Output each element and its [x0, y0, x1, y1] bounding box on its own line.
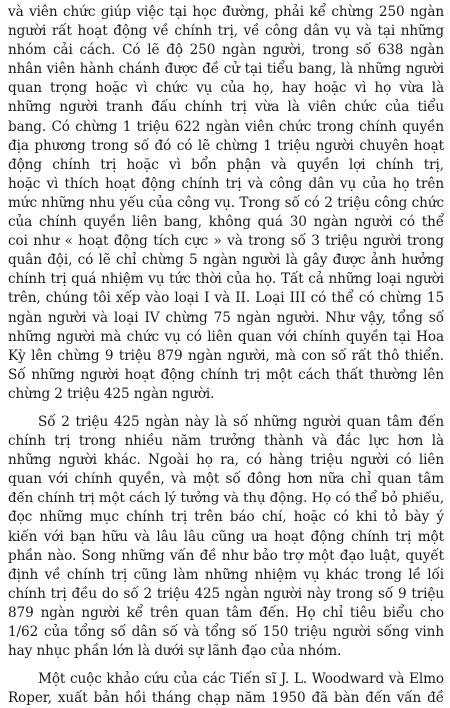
text-line: nhân viên hành chánh được đề cử tại tiểu bang, là những người	[8, 61, 444, 78]
text-line: những người khác. Ngoài họ ra, có hàng triệu người có liên	[8, 452, 444, 469]
text-line: hay nhục phần lớn là dưới sự lãnh đạo của nhóm.	[8, 643, 342, 660]
text-line: quan trọng hoặc vì chức vụ của họ, hay hoặc vì họ vừa là	[8, 80, 444, 97]
text-line: trên, chúng tôi xếp vào loại I và II. Loại III có thể có chừng 15	[8, 290, 444, 307]
text-line: chính trị đều do số 2 triệu 425 ngàn người này trong số 9 triệu	[8, 585, 444, 602]
paragraph-3-body	[8, 689, 444, 708]
text-line: chừng 2 triệu 425 ngàn người.	[8, 385, 215, 402]
text-line: coi như « hoạt động tích cực » và trong số 3 triệu người trong	[8, 233, 444, 250]
text-line: mức những nhu yếu của công vụ. Trong số có 2 triệu công chức	[8, 194, 444, 211]
text-line: phần nào. Song những vấn đề như bảo trợ một đạo luật, quyết	[8, 547, 444, 564]
paragraph-3	[8, 670, 444, 689]
text-line: quan với chính quyền, và một số đông hơn nữa chỉ quan tâm	[8, 471, 444, 488]
text-line: chính trị trong nhiều năm trưởng thành và đắc lực hơn là	[8, 433, 444, 450]
text-line: những người tranh đấu chính trị vừa là viên chức của tiểu	[8, 99, 444, 116]
text-line: Số 2 triệu 425 ngàn này là số những người quan tâm đến	[38, 413, 444, 430]
text-line: và viên chức giúp việc tại học đường, phải kể chừng 250 ngàn	[8, 4, 444, 20]
text-line: bang. Có chừng 1 triệu 622 ngàn viên chức trong chính quyền	[8, 118, 444, 135]
text-line: Kỳ lên chừng 9 triệu 879 ngàn người, mà con số rất thô thiển.	[8, 347, 444, 364]
text-line: chính trị quá nhiệm vụ tức thời của họ. Tất cả những loại người	[8, 271, 444, 288]
text-line: Một cuộc khảo cứu của các Tiến sĩ J. L. Woodward và Elmo	[38, 671, 444, 688]
text-line: kiến với bạn hữu và lâu lâu cũng ưa hoạt động chính trị một	[8, 528, 444, 545]
paragraph-2	[8, 413, 444, 432]
text-line: người rất hoạt động về chính trị, về công dân vụ và tại những	[8, 23, 444, 40]
text-line: hoặc vì thích hoạt động chính trị và công dân vụ của họ trên	[8, 175, 444, 192]
text-line: đọc những mục chính trị trên báo chí, hoặc có khi tỏ bày ý	[8, 509, 444, 526]
text-line: đến chính trị một cách lý tưởng và thụ động. Họ có thể bỏ phiếu,	[8, 491, 444, 507]
text-line: ngàn người và loại IV chừng 75 ngàn người. Như vậy, tổng số	[8, 309, 444, 326]
text-line: địa phương trong số đó có lẽ chừng 1 triệu người chuyên hoạt	[8, 137, 444, 154]
text-line: những người mà chức vụ có liên quan với chính quyền tại Hoa	[8, 328, 444, 345]
text-line: 1/62 của tổng số dân số và tổng số 150 triệu người sống vinh	[8, 624, 444, 640]
text-line: quân đội, có lẽ chỉ chừng 5 ngàn người là gây được ảnh hưởng	[8, 252, 444, 269]
text-line: 879 ngàn người kể trên quan tâm đến. Họ chỉ tiêu biểu cho	[8, 604, 444, 621]
paragraph-2-body	[8, 432, 444, 661]
text-line: của chính quyền liên bang, không quá 30 ngàn người có thể	[8, 214, 444, 231]
text-line: Roper, xuất bản hồi tháng chạp năm 1950 đã bàn đến vấn đề	[8, 690, 444, 707]
text-line: động chính trị hoặc vì bổn phận và quyền lợi chính trị,	[8, 156, 444, 173]
paragraph-1	[8, 3, 444, 404]
text-line: Số những người hoạt động chính trị một cách thất thường lên	[8, 366, 444, 383]
text-line: định về chính trị cũng làm những nhiệm vụ khác trong lề lối	[8, 566, 444, 583]
text-line: nhóm cải cách. Có lẽ độ 250 ngàn người, trong số 638 ngàn	[8, 42, 444, 59]
